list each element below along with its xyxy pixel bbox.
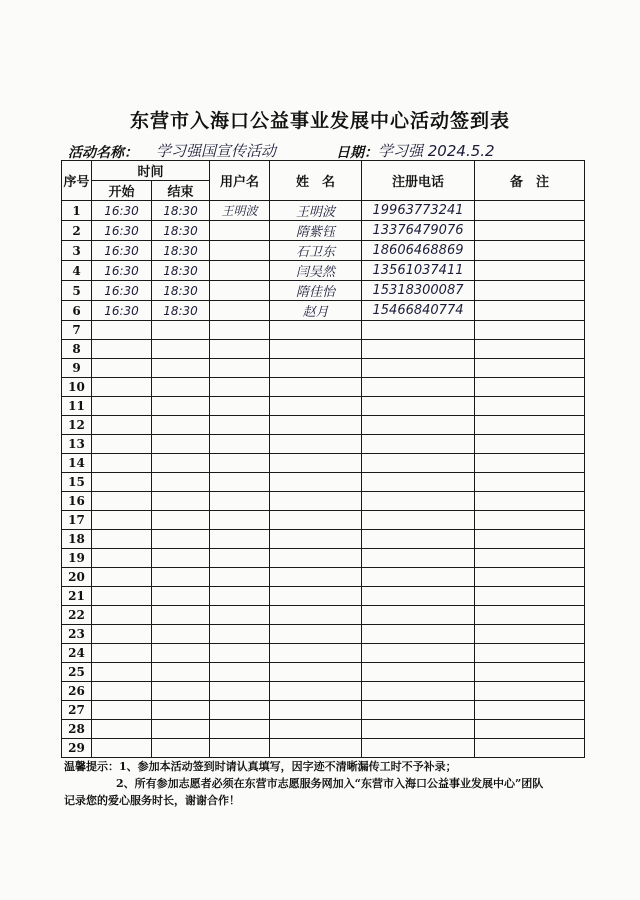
username-cell [210,454,270,473]
name-cell [270,663,362,682]
note-line-2: 2、所有参加志愿者必须在东营市志愿服务网加入“东营市入海口公益事业发展中心”团队 [116,777,544,790]
date-label: 日期： [336,145,378,161]
remark-cell [475,261,585,281]
username-cell [210,359,270,378]
name-cell: 王明波 [270,201,362,221]
row-number: 26 [62,682,92,701]
table-row [62,530,585,549]
table-row [62,568,585,587]
start-time-cell: 16:30 [92,261,152,281]
row-number: 13 [62,435,92,454]
remark-cell [475,359,585,378]
remark-cell [475,701,585,720]
table-row [62,720,585,739]
table-row [62,241,585,261]
phone-cell [362,416,475,435]
start-time-cell [92,663,152,682]
header-time: 时间 [92,161,210,181]
signin-table-body [62,201,585,758]
row-number: 7 [62,321,92,340]
start-time-cell [92,378,152,397]
table-row [62,663,585,682]
name-cell [270,492,362,511]
remark-cell [475,201,585,221]
name-cell [270,359,362,378]
remark-cell [475,720,585,739]
start-time-cell [92,454,152,473]
table-row [62,549,585,568]
phone-cell [362,340,475,359]
note-line-3: 记录您的爱心服务时长，谢谢合作！ [64,794,240,807]
row-number: 6 [62,301,92,321]
phone-cell [362,435,475,454]
start-time-cell [92,435,152,454]
remark-cell [475,682,585,701]
row-number: 16 [62,492,92,511]
row-number: 17 [62,511,92,530]
username-cell [210,587,270,606]
phone-cell [362,587,475,606]
start-time-cell [92,739,152,758]
name-cell [270,644,362,663]
table-row [62,359,585,378]
start-time-cell [92,473,152,492]
table-row [62,378,585,397]
end-time-cell [152,625,210,644]
end-time-cell [152,701,210,720]
start-time-cell [92,587,152,606]
table-row [62,682,585,701]
table-row [62,625,585,644]
name-cell [270,701,362,720]
end-time-cell: 18:30 [152,221,210,241]
table-row [62,435,585,454]
header-seq: 序号 [62,161,92,201]
remark-cell [475,281,585,301]
phone-cell [362,701,475,720]
table-row [62,221,585,241]
start-time-cell: 16:30 [92,281,152,301]
row-number: 5 [62,281,92,301]
row-number: 15 [62,473,92,492]
end-time-cell [152,397,210,416]
username-cell [210,241,270,261]
row-number: 23 [62,625,92,644]
username-cell: 王明波 [210,201,270,221]
name-cell [270,549,362,568]
table-row [62,201,585,221]
row-number: 1 [62,201,92,221]
row-number: 11 [62,397,92,416]
name-cell [270,587,362,606]
end-time-cell [152,359,210,378]
row-number: 9 [62,359,92,378]
note-line-1: 温馨提示：1、参加本活动签到时请认真填写，因字迹不清晰漏传工时不予补录； [64,760,457,773]
row-number: 20 [62,568,92,587]
phone-cell: 18606468869 [362,241,475,261]
remark-cell [475,530,585,549]
remark-cell [475,321,585,340]
name-cell: 赵月 [270,301,362,321]
name-cell: 石卫东 [270,241,362,261]
table-row [62,701,585,720]
end-time-cell [152,663,210,682]
name-cell [270,435,362,454]
phone-cell [362,397,475,416]
username-cell [210,511,270,530]
end-time-cell [152,720,210,739]
phone-cell: 13376479076 [362,221,475,241]
username-cell [210,397,270,416]
header-remark: 备 注 [475,161,585,201]
username-cell [210,568,270,587]
remark-cell [475,435,585,454]
start-time-cell [92,606,152,625]
table-row [62,739,585,758]
end-time-cell [152,378,210,397]
row-number: 12 [62,416,92,435]
name-cell [270,720,362,739]
table-row [62,511,585,530]
start-time-cell [92,625,152,644]
end-time-cell [152,530,210,549]
end-time-cell [152,416,210,435]
name-cell [270,473,362,492]
table-row [62,416,585,435]
start-time-cell: 16:30 [92,301,152,321]
name-cell [270,568,362,587]
username-cell [210,625,270,644]
end-time-cell [152,606,210,625]
username-cell [210,720,270,739]
name-cell [270,340,362,359]
table-row [62,281,585,301]
username-cell [210,701,270,720]
name-cell [270,454,362,473]
remark-cell [475,241,585,261]
name-cell: 隋紫钰 [270,221,362,241]
table-row [62,492,585,511]
username-cell [210,378,270,397]
row-number: 24 [62,644,92,663]
row-number: 19 [62,549,92,568]
end-time-cell [152,435,210,454]
name-cell [270,682,362,701]
table-row [62,321,585,340]
phone-cell [362,454,475,473]
remark-cell [475,340,585,359]
table-row [62,644,585,663]
remark-cell [475,663,585,682]
table-row [62,397,585,416]
start-time-cell [92,549,152,568]
table-row [62,340,585,359]
phone-cell [362,378,475,397]
remark-cell [475,587,585,606]
phone-cell [362,644,475,663]
remark-cell [475,301,585,321]
signin-table-wrap [61,160,584,758]
start-time-cell [92,701,152,720]
phone-cell [362,663,475,682]
remark-cell [475,416,585,435]
phone-cell [362,549,475,568]
name-cell: 隋佳怡 [270,281,362,301]
username-cell [210,340,270,359]
activity-name-value: 学习强国宣传活动 [156,142,277,160]
start-time-cell [92,568,152,587]
username-cell [210,663,270,682]
notes [64,758,584,809]
remark-cell [475,625,585,644]
start-time-cell [92,340,152,359]
start-time-cell: 16:30 [92,241,152,261]
phone-cell [362,473,475,492]
phone-cell [362,682,475,701]
header-name: 姓 名 [270,161,362,201]
end-time-cell: 18:30 [152,301,210,321]
row-number: 27 [62,701,92,720]
end-time-cell: 18:30 [152,261,210,281]
name-cell [270,416,362,435]
name-cell [270,739,362,758]
phone-cell: 19963773241 [362,201,475,221]
row-number: 3 [62,241,92,261]
row-number: 4 [62,261,92,281]
start-time-cell [92,720,152,739]
header-username: 用户名 [210,161,270,201]
start-time-cell [92,492,152,511]
username-cell [210,261,270,281]
row-number: 8 [62,340,92,359]
start-time-cell [92,682,152,701]
name-cell [270,606,362,625]
name-cell [270,625,362,644]
header-phone: 注册电话 [362,161,475,201]
phone-cell [362,625,475,644]
remark-cell [475,644,585,663]
phone-cell [362,568,475,587]
remark-cell [475,221,585,241]
table-row [62,454,585,473]
row-number: 14 [62,454,92,473]
username-cell [210,473,270,492]
start-time-cell [92,530,152,549]
name-cell [270,511,362,530]
remark-cell [475,549,585,568]
row-number: 25 [62,663,92,682]
start-time-cell [92,644,152,663]
start-time-cell [92,397,152,416]
name-cell [270,397,362,416]
end-time-cell [152,644,210,663]
end-time-cell [152,321,210,340]
table-row [62,587,585,606]
end-time-cell [152,682,210,701]
activity-name-label: 活动名称： [68,145,138,161]
end-time-cell [152,739,210,758]
remark-cell [475,397,585,416]
username-cell [210,549,270,568]
row-number: 18 [62,530,92,549]
username-cell [210,301,270,321]
end-time-cell [152,454,210,473]
username-cell [210,321,270,340]
table-row [62,261,585,281]
username-cell [210,739,270,758]
username-cell [210,416,270,435]
header-end: 结束 [152,181,210,201]
phone-cell [362,321,475,340]
row-number: 28 [62,720,92,739]
phone-cell [362,720,475,739]
start-time-cell [92,416,152,435]
signin-table [61,160,585,758]
phone-cell: 13561037411 [362,261,475,281]
name-cell [270,378,362,397]
username-cell [210,281,270,301]
username-cell [210,492,270,511]
end-time-cell: 18:30 [152,281,210,301]
end-time-cell: 18:30 [152,201,210,221]
remark-cell [475,606,585,625]
phone-cell: 15318300087 [362,281,475,301]
end-time-cell [152,473,210,492]
table-row [62,301,585,321]
row-number: 29 [62,739,92,758]
phone-cell [362,359,475,378]
remark-cell [475,473,585,492]
username-cell [210,221,270,241]
phone-cell [362,492,475,511]
start-time-cell: 16:30 [92,201,152,221]
row-number: 21 [62,587,92,606]
sheet-title: 东营市入海口公益事业发展中心活动签到表 [129,110,510,132]
date-value: 学习强 2024.5.2 [378,142,495,160]
remark-cell [475,568,585,587]
remark-cell [475,739,585,758]
row-number: 10 [62,378,92,397]
remark-cell [475,454,585,473]
phone-cell [362,606,475,625]
username-cell [210,682,270,701]
table-row [62,473,585,492]
remark-cell [475,378,585,397]
name-cell [270,321,362,340]
row-number: 22 [62,606,92,625]
table-row [62,606,585,625]
username-cell [210,606,270,625]
username-cell [210,435,270,454]
remark-cell [475,511,585,530]
end-time-cell [152,340,210,359]
phone-cell [362,530,475,549]
start-time-cell [92,321,152,340]
end-time-cell [152,492,210,511]
phone-cell [362,739,475,758]
activity-meta [64,138,584,162]
phone-cell [362,511,475,530]
name-cell [270,530,362,549]
header-start: 开始 [92,181,152,201]
end-time-cell [152,511,210,530]
remark-cell [475,492,585,511]
username-cell [210,644,270,663]
row-number: 2 [62,221,92,241]
start-time-cell [92,359,152,378]
phone-cell: 15466840774 [362,301,475,321]
username-cell [210,530,270,549]
end-time-cell [152,549,210,568]
end-time-cell: 18:30 [152,241,210,261]
name-cell: 闫吴然 [270,261,362,281]
end-time-cell [152,568,210,587]
start-time-cell [92,511,152,530]
start-time-cell: 16:30 [92,221,152,241]
end-time-cell [152,587,210,606]
